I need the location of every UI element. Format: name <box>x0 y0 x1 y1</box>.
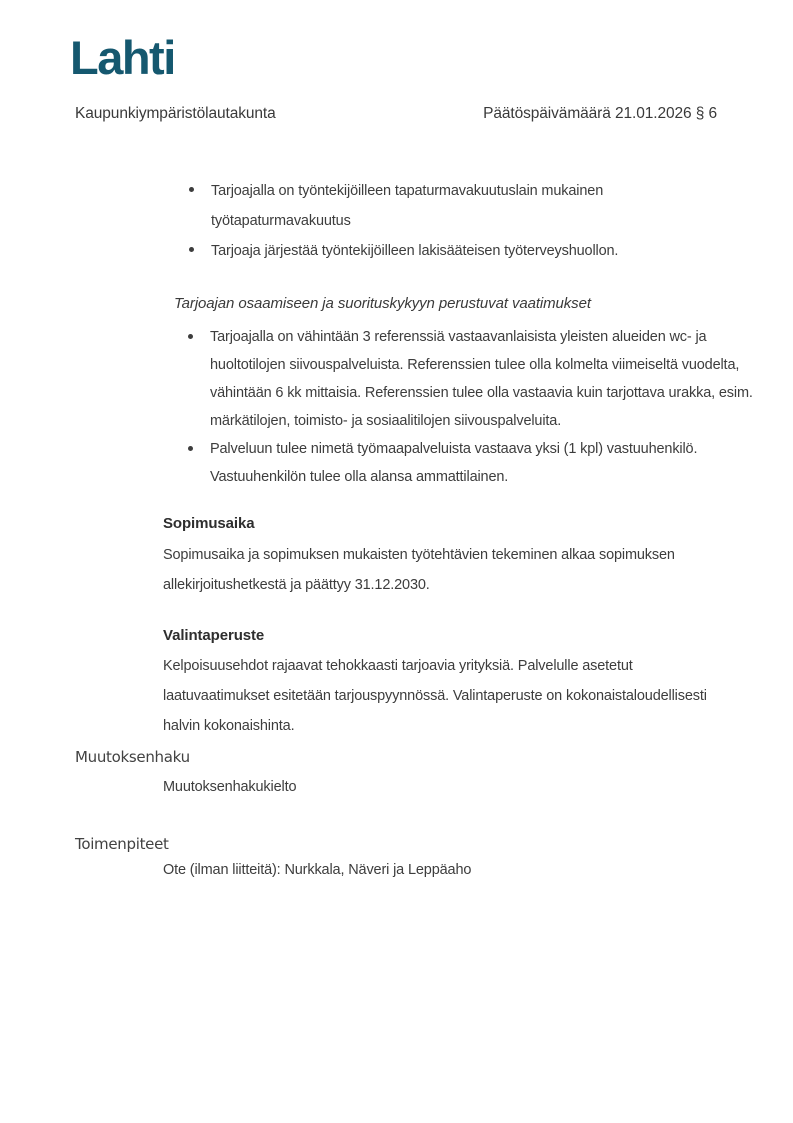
bullet-icon <box>189 187 194 192</box>
requirements-bullet-list <box>210 323 782 491</box>
requirements-heading: Tarjoajan osaamiseen ja suorituskykyyn perustuvat vaatimukset <box>174 295 591 312</box>
actions-text: Ote (ilman liitteitä): Nurkkala, Näveri ja Leppäaho <box>163 862 472 878</box>
bullet-icon <box>188 334 193 339</box>
bullet-text: Tarjoajalla on työntekijöilleen tapaturmavakuutuslain mukainen työtapaturmavakuutus <box>211 183 604 229</box>
lahti-logo: Lahti <box>70 31 175 84</box>
intro-bullet-list <box>211 176 693 266</box>
bullet-text: Tarjoaja järjestää työntekijöilleen lakisääteisen työterveyshuollon. <box>211 243 619 259</box>
bullet-text: Tarjoajalla on vähintään 3 referenssiä vastaavanlaisista yleisten alueiden wc- ja huoltotilojen siivouspalveluista. Referenssien tulee olla kolmelta viimeiseltä vuodelta, vähintään 6 kk mittaisia. Referenssien tulee olla vastaavia kuin tarjottava urakka, esim. märkätilojen, toimisto- ja sosiaalitilojen siivouspalveluita. <box>210 329 753 429</box>
appeal-label: Muutoksenhaku <box>75 748 190 766</box>
bullet-icon <box>189 247 194 252</box>
document-header <box>75 105 717 123</box>
contract-period-heading: Sopimusaika <box>163 515 255 532</box>
contract-period-text: Sopimusaika ja sopimuksen mukaisten työtehtävien tekeminen alkaa sopimuksen allekirjoitushetkestä ja päättyy 31.12.2030. <box>163 547 675 593</box>
bullet-item <box>211 176 693 236</box>
selection-criteria-text: Kelpoisuusehdot rajaavat tehokkaasti tarjoavia yrityksiä. Palvelulle asetetut laatuvaatimukset esitetään tarjouspyynnössä. Valintaperuste on kokonaistaloudellisesti halvin kokonaishinta. <box>163 658 707 734</box>
decision-date: Päätöspäivämäärä 21.01.2026 § 6 <box>483 105 717 122</box>
bullet-item <box>210 323 782 435</box>
appeal-text: Muutoksenhakukielto <box>163 779 297 795</box>
actions-label: Toimenpiteet <box>75 835 169 853</box>
bullet-text: Palveluun tulee nimetä työmaapalveluista vastaava yksi (1 kpl) vastuuhenkilö. Vastuuhenkilön tulee olla alansa ammattilainen. <box>210 441 698 485</box>
committee-name: Kaupunkiympäristölautakunta <box>75 105 276 122</box>
selection-criteria-heading: Valintaperuste <box>163 627 265 644</box>
bullet-item <box>210 435 782 491</box>
bullet-item <box>211 236 693 266</box>
bullet-icon <box>188 446 193 451</box>
